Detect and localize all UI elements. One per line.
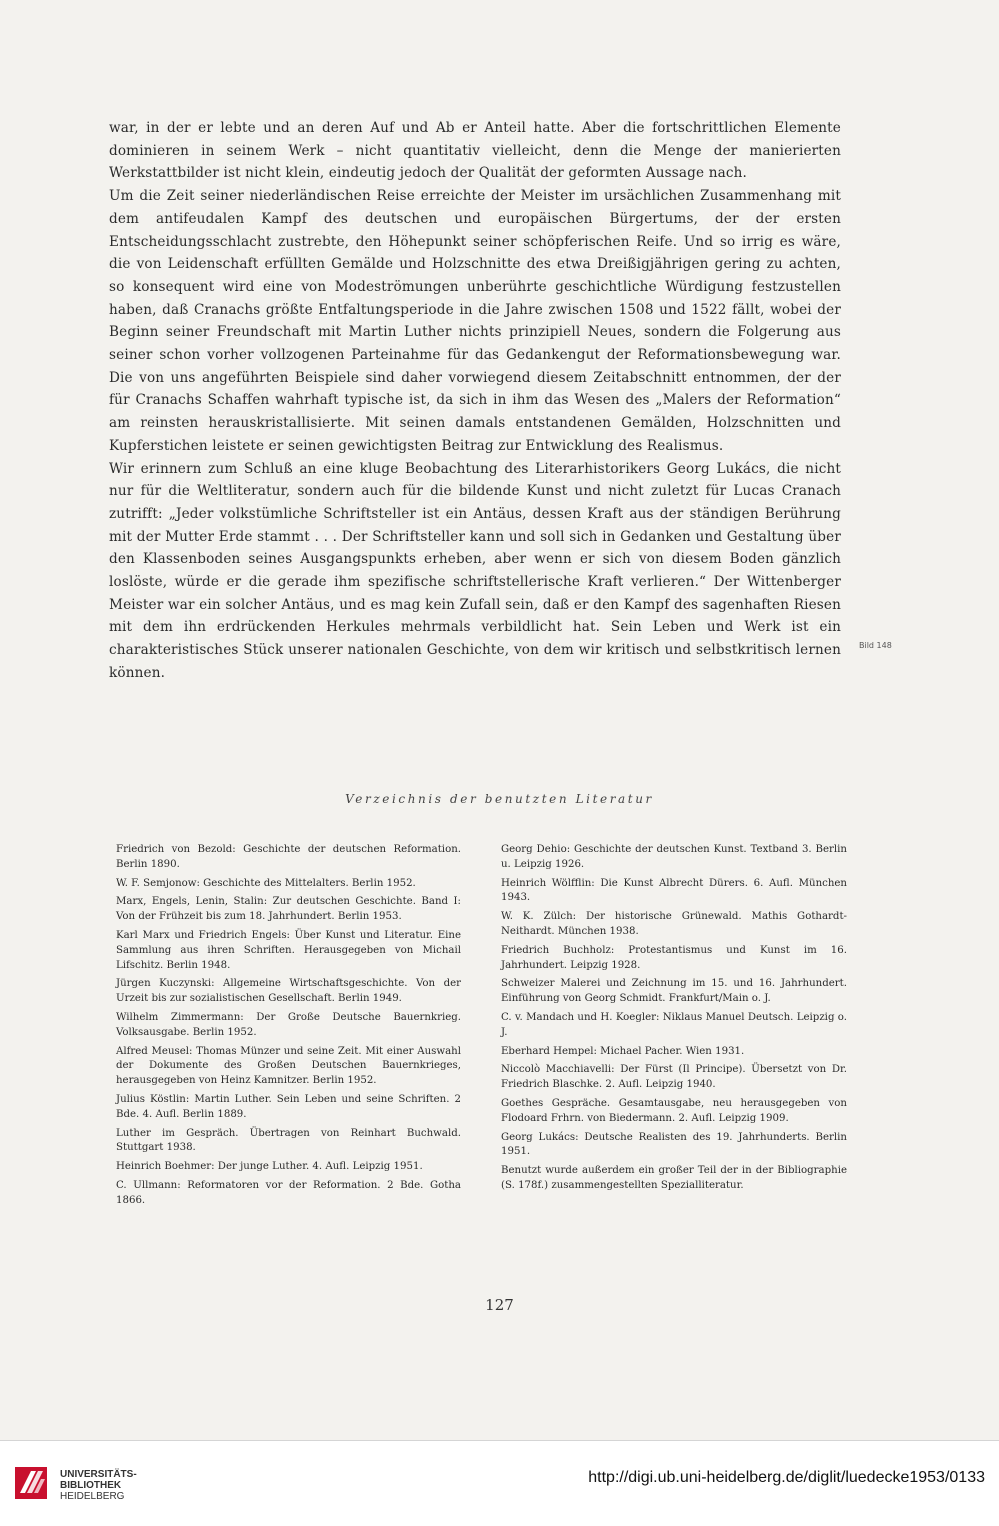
heidelberg-library-logo-icon[interactable] (14, 1463, 52, 1501)
bibliography-entry: Georg Dehio: Geschichte der deutschen Kunst. Textband 3. Berlin u. Leipzig 1926. (501, 844, 847, 870)
bibliography-entry: Friedrich Buchholz: Protestantismus und Kunst im 16. Jahrhundert. Leipzig 1928. (501, 944, 847, 971)
bibliography-entry: W. F. Semjonow: Geschichte des Mittelalters. Berlin 1952. (116, 877, 416, 889)
bibliography-entry: Schweizer Malerei und Zeichnung im 15. und 16. Jahrhundert. Einführung von Georg Schmidt. Frankfurt/Main o. J. (501, 978, 847, 1005)
footer-bar (0, 1440, 999, 1526)
bibliography-entry: Marx, Engels, Lenin, Stalin: Zur deutschen Geschichte. Band I: Von der Frühzeit bis zum 18. Jahrhundert. Berlin 1953. (116, 896, 461, 923)
bibliography-title: Verzeichnis der benutzten Literatur (345, 792, 654, 806)
paragraph-2: Um die Zeit seiner niederländischen Reise erreichte der Meister im ursächlichen Zusammenhang mit dem antifeudalen Kampf des deutschen und europäischen Bürgertums, der der ersten Entscheidungsschlacht zustrebte, den Höhepunkt seiner schöpferischen Reife. Und so irrig es wäre, die von Leidenschaft erfüllten Gemälde und Holzschnitte des etwa Dreißigjährigen gering zu achten, so konsequent wird eine von Modeströmungen unberührte geschichtliche Würdigung festzustellen haben, daß Cranachs größte Entfaltungsperiode in die Jahre zwischen 1508 und 1522 fällt, wobei der Beginn seiner Freundschaft mit Martin Luther nichts prinzipiell Neues, sondern die Folgerung aus seiner schon vorher vollzogenen Parteinahme für das Gedankengut der Reformationsbewegung war. Die von uns angeführten Beispiele sind daher vorwiegend diesem Zeitabschnitt entnommen, der der für Cranachs Schaffen wahrhaft typische ist, da sich in ihm das Wesen des „Malers der Reformation“ am reinsten herauskristallisierte. Mit seinen damals entstandenen Gemälden, Holzschnitten und Kupferstichen leistete er seinen gewichtigsten Beitrag zur Entwicklung des Realismus. (109, 188, 841, 454)
margin-note-figure-ref: Bild 148 (859, 641, 892, 650)
bibliography-column-right (501, 843, 847, 1198)
bibliography-entry: Jürgen Kuczynski: Allgemeine Wirtschaftsgeschichte. Von der Urzeit bis zur sozialistischen Gesellschaft. Berlin 1949. (116, 978, 461, 1005)
bibliography-entry: Eberhard Hempel: Michael Pacher. Wien 1931. (501, 1045, 745, 1057)
bibliography-entry: Heinrich Wölfflin: Die Kunst Albrecht Dürers. 6. Aufl. München 1943. (501, 877, 847, 904)
bibliography-entry: Niccolò Macchiavelli: Der Fürst (Il Principe). Übersetzt von Dr. Friedrich Blaschke. 2. Aufl. Leipzig 1940. (501, 1064, 847, 1091)
bibliography-entry: Luther im Gespräch. Übertragen von Reinhart Buchwald. Stuttgart 1938. (116, 1127, 461, 1154)
bibliography-entry: Georg Lukács: Deutsche Realisten des 19. Jahrhunderts. Berlin 1951. (501, 1131, 847, 1158)
bibliography-entry: Alfred Meusel: Thomas Münzer und seine Zeit. Mit einer Auswahl der Dokumente des Großen Deutschen Bauernkrieges, herausgegeben von Heinz Kamnitzer. Berlin 1952. (116, 1045, 461, 1087)
library-name-line3: HEIDELBERG (60, 1491, 125, 1502)
bibliography-entry: Heinrich Boehmer: Der junge Luther. 4. Aufl. Leipzig 1951. (116, 1161, 423, 1173)
permalink-url[interactable]: http://digi.ub.uni-heidelberg.de/diglit/luedecke1953/0133 (588, 1469, 985, 1486)
bibliography-entry: C. Ullmann: Reformatoren vor der Reformation. 2 Bde. Gotha 1866. (116, 1179, 461, 1206)
bibliography-entry: W. K. Zülch: Der historische Grünewald. Mathis Gothardt-Neithardt. München 1938. (501, 911, 847, 937)
bibliography-entry: Friedrich von Bezold: Geschichte der deutschen Reformation. Berlin 1890. (116, 844, 461, 870)
paragraph-1: war, in der er lebte und an deren Auf und Ab er Anteil hatte. Aber die fortschrittlichen Elemente dominieren in seinem Werk – nicht quantitativ vielleicht, denn die Menge der manierierten Werkstattbilder ist nicht klein, eindeutig jedoch der Qualität der geformten Aussage nach. (109, 120, 841, 182)
page-number: 127 (485, 1296, 514, 1314)
bibliography-entry: Wilhelm Zimmermann: Der Große Deutsche Bauernkrieg. Volksausgabe. Berlin 1952. (116, 1011, 461, 1038)
bibliography-entry: Benutzt wurde außerdem ein großer Teil der in der Bibliographie (S. 178f.) zusammengestellten Spezialliteratur. (501, 1165, 847, 1191)
library-name-line2: BIBLIOTHEK (60, 1480, 122, 1491)
paragraph-3: Wir erinnern zum Schluß an eine kluge Beobachtung des Literarhistorikers Georg Lukács, die nicht nur für die Weltliteratur, sondern auch für die bildende Kunst und nicht zuletzt für Lucas Cranach zutrifft: „Jeder volkstümliche Schriftsteller ist ein Antäus, dessen Kraft aus der ständigen Berührung mit der Mutter Erde stammt . . . Der Schriftsteller kann und soll sich in Gedanken und Gestaltung über den Klassenboden seines Ausgangspunkts erheben, aber wenn er sich von diesem Boden gänzlich loslöste, würde er die gerade ihm spezifische schriftstellerische Kraft verlieren.“ Der Wittenberger Meister war ein solcher Antäus, und es mag kein Zufall sein, daß er den Kampf des sagenhaften Riesen mit dem ihn erdrückenden Herkules mehrmals verbildlicht hat. Sein Leben und Werk ist ein charakteristisches Stück unserer nationalen Geschichte, von dem wir kritisch und selbstkritisch lernen können. (109, 460, 841, 681)
body-text (109, 117, 841, 685)
library-name-line1: UNIVERSITÄTS- (60, 1469, 137, 1480)
bibliography-entry: C. v. Mandach und H. Koegler: Niklaus Manuel Deutsch. Leipzig o. J. (501, 1011, 847, 1038)
library-name[interactable] (60, 1469, 137, 1502)
bibliography-entry: Julius Köstlin: Martin Luther. Sein Leben und seine Schriften. 2 Bde. 4. Aufl. Berlin 1889. (116, 1093, 461, 1120)
bibliography-column-left (116, 843, 461, 1213)
bibliography-entry: Goethes Gespräche. Gesamtausgabe, neu herausgegeben von Flodoard Frhrn. von Biedermann. 2. Aufl. Leipzig 1909. (501, 1097, 847, 1124)
bibliography-entry: Karl Marx und Friedrich Engels: Über Kunst und Literatur. Eine Sammlung aus ihren Schriften. Herausgegeben von Michail Lifschitz. Berlin 1948. (116, 929, 461, 971)
